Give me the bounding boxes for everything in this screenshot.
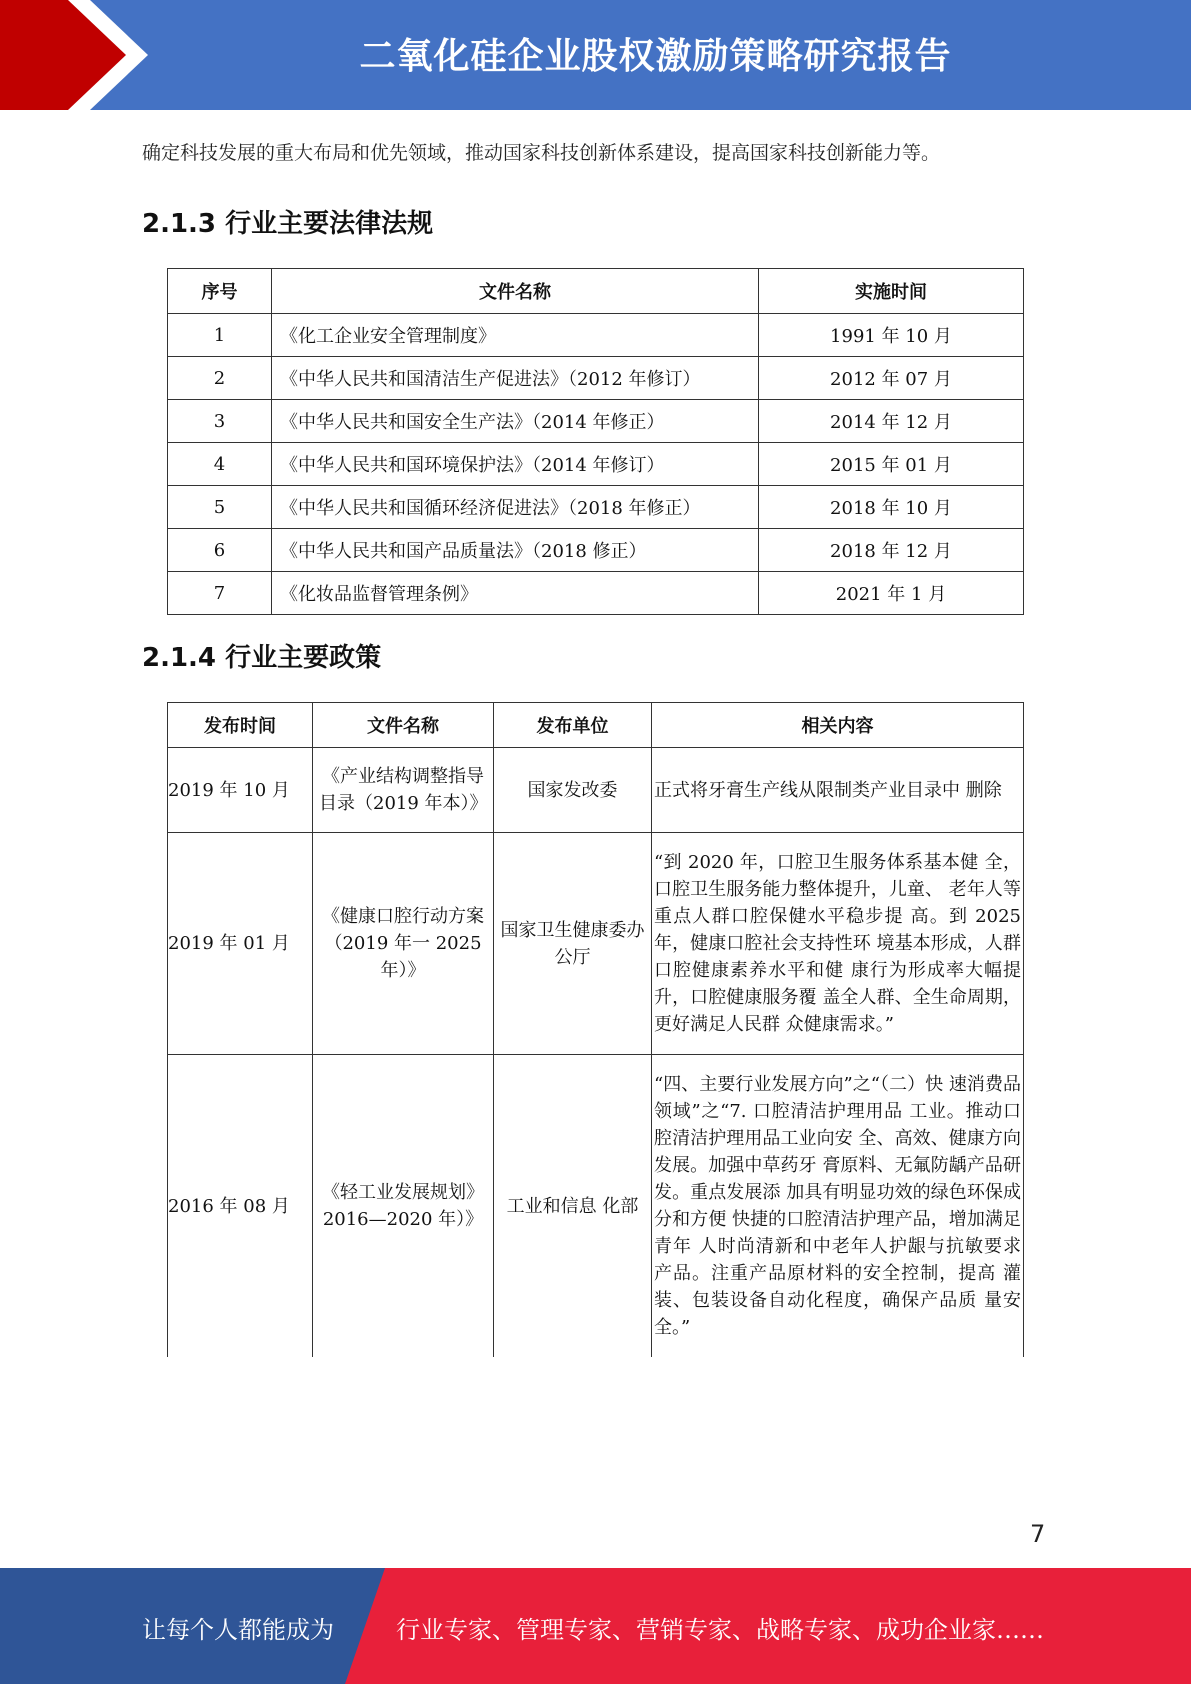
table-row (168, 400, 1024, 443)
column-header: 文件名称 (272, 269, 759, 314)
row-number: 4 (168, 443, 272, 486)
document-name: 《中华人民共和国循环经济促进法》（2018 年修正） (272, 486, 759, 529)
row-number: 1 (168, 314, 272, 357)
row-number: 3 (168, 400, 272, 443)
section-heading-policies: 2.1.4 行业主要政策 (142, 643, 382, 673)
issuing-body: 国家卫生健康委办公厅 (494, 833, 652, 1055)
document-name: 《轻工业发展规划》2016—2020 年）》 (313, 1055, 494, 1358)
related-content: “到 2020 年，口腔卫生服务体系基本健 全，口腔卫生服务能力整体提升，儿童、 老年人等重点人群口腔保健水平稳步提 高。到 2025 年，健康口腔社会支持性环 境基本形成，人群口腔健康素养水平和健 康行为形成率大幅提升，口腔健康服务覆 盖全人群、全生命周期，更好满足人民群 众健康需求。” (652, 833, 1024, 1055)
table-header-row (168, 269, 1024, 314)
page-number: 7 (1030, 1520, 1046, 1548)
column-header: 序号 (168, 269, 272, 314)
document-name: 《中华人民共和国环境保护法》（2014 年修订） (272, 443, 759, 486)
report-title: 二氧化硅企业股权激励策略研究报告 (359, 36, 952, 77)
effective-date: 2018 年 12 月 (759, 529, 1024, 572)
effective-date: 2021 年 1 月 (759, 572, 1024, 615)
effective-date: 2015 年 01 月 (759, 443, 1024, 486)
page-header (0, 0, 1191, 110)
publish-date: 2019 年 01 月 (168, 833, 313, 1055)
column-header: 发布单位 (494, 703, 652, 748)
column-header: 相关内容 (652, 703, 1024, 748)
related-content: 正式将牙膏生产线从限制类产业目录中 删除 (652, 748, 1024, 833)
publish-date: 2019 年 10 月 (168, 748, 313, 833)
table-row (168, 1055, 1024, 1358)
section-heading-laws: 2.1.3 行业主要法律法规 (142, 209, 434, 239)
issuing-body: 国家发改委 (494, 748, 652, 833)
table-row (168, 443, 1024, 486)
document-name: 《中华人民共和国清洁生产促进法》（2012 年修订） (272, 357, 759, 400)
effective-date: 2018 年 10 月 (759, 486, 1024, 529)
column-header: 发布时间 (168, 703, 313, 748)
footer-slogan-left: 让每个人都能成为 (142, 1616, 334, 1644)
column-header: 文件名称 (313, 703, 494, 748)
laws-table (167, 268, 1024, 615)
publish-date: 2016 年 08 月 (168, 1055, 313, 1358)
document-name: 《产业结构调整指导目录（2019 年本）》 (313, 748, 494, 833)
table-row (168, 529, 1024, 572)
effective-date: 1991 年 10 月 (759, 314, 1024, 357)
document-name: 《中华人民共和国安全生产法》（2014 年修正） (272, 400, 759, 443)
document-name: 《中华人民共和国产品质量法》（2018 修正） (272, 529, 759, 572)
row-number: 5 (168, 486, 272, 529)
table-row (168, 572, 1024, 615)
table-row (168, 748, 1024, 833)
document-name: 《化妆品监督管理条例》 (272, 572, 759, 615)
row-number: 6 (168, 529, 272, 572)
column-header: 实施时间 (759, 269, 1024, 314)
document-name: 《健康口腔行动方案（2019 年一 2025 年）》 (313, 833, 494, 1055)
issuing-body: 工业和信息 化部 (494, 1055, 652, 1358)
row-number: 2 (168, 357, 272, 400)
intro-paragraph: 确定科技发展的重大布局和优先领域，推动国家科技创新体系建设，提高国家科技创新能力等。 (142, 142, 941, 164)
table-row (168, 833, 1024, 1055)
row-number: 7 (168, 572, 272, 615)
effective-date: 2012 年 07 月 (759, 357, 1024, 400)
header-red-chevron (0, 0, 160, 110)
page-footer (0, 1568, 1191, 1684)
related-content: “四、主要行业发展方向”之“（二）快 速消费品领域”之“7. 口腔清洁护理用品 工业。推动口腔清洁护理用品工业向安 全、高效、健康方向发展。加强中草药牙 膏原料、无氟防龋产品研发。重点发展添 加具有明显功效的绿色环保成分和方便 快捷的口腔清洁护理产品，增加满足青年 人时尚清新和中老年人护龈与抗敏要求 产品。注重产品原材料的安全控制，提高 灌装、包装设备自动化程度，确保产品质 量安全。” (652, 1055, 1024, 1358)
table-header-row (168, 703, 1024, 748)
table-row (168, 357, 1024, 400)
effective-date: 2014 年 12 月 (759, 400, 1024, 443)
footer-slogan-right: 行业专家、管理专家、营销专家、战略专家、成功企业家…… (396, 1616, 1044, 1644)
policies-table (167, 702, 1024, 1357)
document-name: 《化工企业安全管理制度》 (272, 314, 759, 357)
table-row (168, 486, 1024, 529)
table-row (168, 314, 1024, 357)
